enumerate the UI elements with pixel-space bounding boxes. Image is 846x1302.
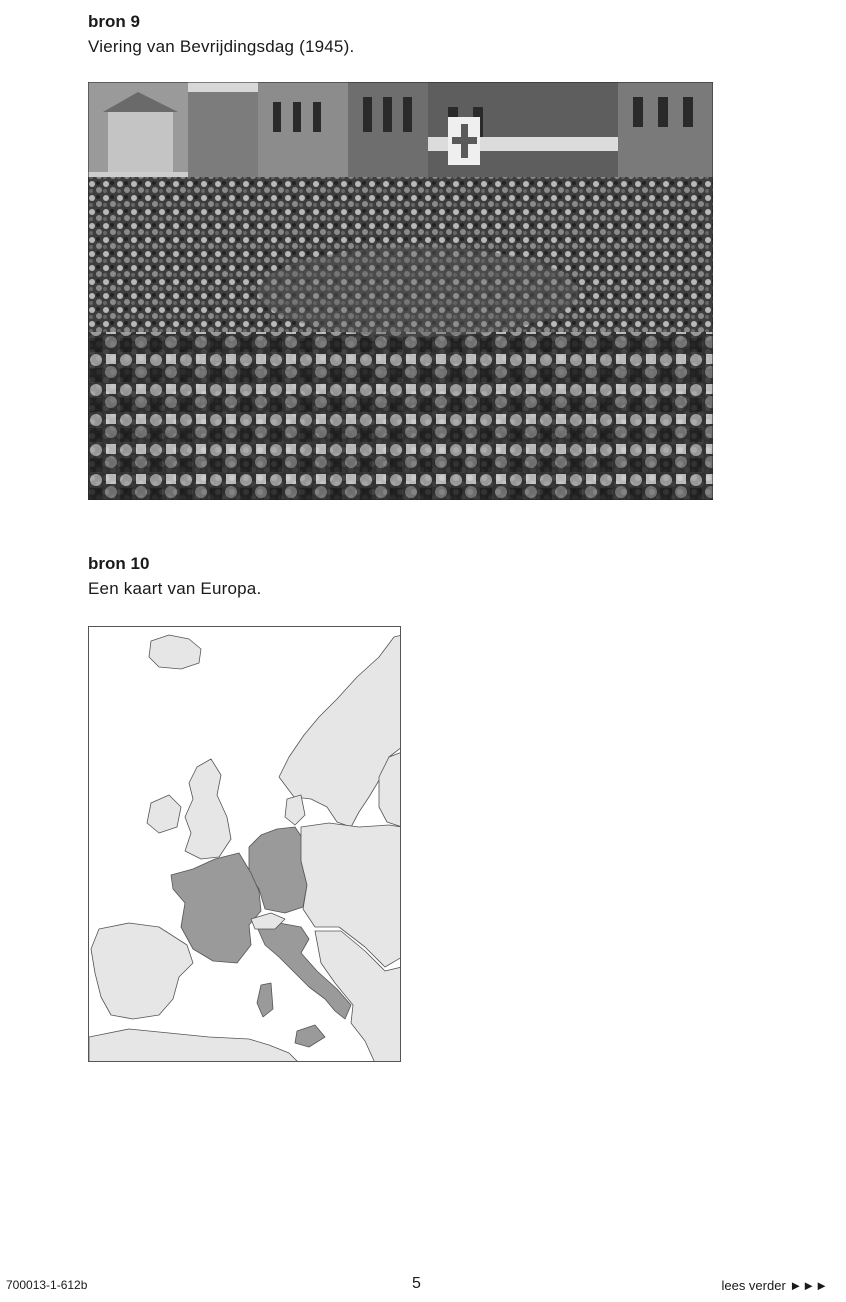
liberation-day-photo — [88, 82, 713, 500]
source-10-title: bron 10 — [88, 554, 150, 573]
sicily-shape — [295, 1025, 325, 1047]
page-number: 5 — [412, 1275, 421, 1292]
source-9-caption: Viering van Bevrijdingsdag (1945). — [88, 37, 355, 56]
read-on-label: lees verder ►►► — [721, 1278, 828, 1293]
denmark-shape — [285, 795, 305, 825]
europe-map — [88, 626, 401, 1062]
north-africa-shape — [89, 1029, 299, 1062]
footer-code: 700013-1-612b — [6, 1278, 88, 1292]
ireland-shape — [147, 795, 181, 833]
iceland-shape — [149, 635, 201, 669]
sardinia-shape — [257, 983, 273, 1017]
source-10-caption: Een kaart van Europa. — [88, 579, 262, 598]
source-9-title: bron 9 — [88, 12, 140, 31]
great-britain-shape — [185, 759, 231, 859]
iberia-shape — [91, 923, 193, 1019]
